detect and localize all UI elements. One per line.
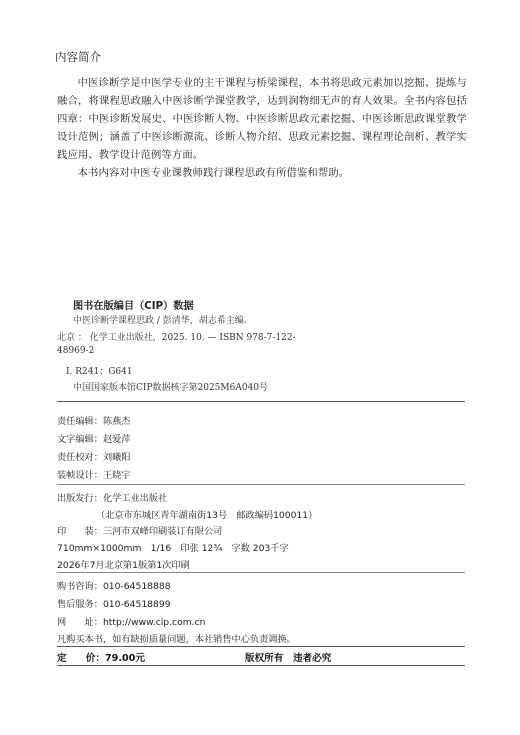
staff-name: 赵爱萍 <box>102 434 131 445</box>
website-link[interactable]: http://www.cip.com.cn <box>102 617 206 628</box>
divider <box>57 646 465 647</box>
replacement-notice: 凡购买本书，如有缺损质量问题，本社销售中心负责调换。 <box>57 634 296 645</box>
cip-title: 图书在版编目（CIP）数据 <box>73 301 194 312</box>
intro-title: 内容简介 <box>55 50 101 64</box>
website-line <box>57 614 205 628</box>
price-value: 79.00元 <box>104 653 145 664</box>
cip-line-title: 中医诊断学课程思政 / 彭清华，胡志希主编. <box>73 316 247 326</box>
copyright-notice: 版权所有 违者必究 <box>245 653 332 664</box>
service-line <box>57 596 171 610</box>
staff-proofreader <box>57 449 131 463</box>
cip-line-classification: Ⅰ. R241；G641 <box>66 367 133 377</box>
cip-line-publisher: 北京 ： 化学工业出版社，2025. 10. — ISBN 978-7-122- <box>57 333 296 343</box>
publisher-label: 出版发行： <box>57 493 103 504</box>
staff-role: 责任编辑： <box>57 416 103 427</box>
price-label: 定 价： <box>57 653 105 664</box>
edition-line: 2026年7月北京第1版第1次印刷 <box>57 560 190 571</box>
purchase-line <box>57 578 171 592</box>
publisher-name: 化学工业出版社 <box>102 493 168 504</box>
staff-role: 责任校对： <box>57 452 103 463</box>
website-label: 网 址： <box>57 617 103 628</box>
staff-role: 文字编辑： <box>57 434 103 445</box>
service-label: 售后服务： <box>57 599 103 610</box>
staff-name: 王晓宇 <box>102 470 131 481</box>
divider <box>57 665 465 666</box>
cip-line-isbn-tail: 48969-2 <box>57 346 95 356</box>
staff-editor <box>57 413 131 427</box>
purchase-phone: 010-64518888 <box>102 581 171 592</box>
printer-line <box>57 523 222 537</box>
staff-role: 装帧设计： <box>57 470 103 481</box>
book-specs: 710mm×1000mm 1/16 印张 12¾ 字数 203千字 <box>57 543 289 554</box>
divider <box>57 484 465 485</box>
staff-designer <box>57 467 131 481</box>
intro-body <box>57 74 467 182</box>
purchase-label: 购书咨询： <box>57 581 103 592</box>
staff-text-editor <box>57 431 131 445</box>
publisher-address: （北京市东城区青年湖南街13号 邮政编码100011） <box>96 510 318 521</box>
intro-paragraph-1: 中医诊断学是中医学专业的主干课程与桥梁课程，本书将思政元素加以挖掘、提炼与融合，将课程思政融入中医诊断学课堂教学，达到润物细无声的育人效果。全书内容包括四章：中医诊断发展史、中医诊断人物、中医诊断思政元素挖掘、中医诊断思政课堂教学设计范例；涵盖了中医诊断源流、诊断人物介绍、思政元素挖掘、课程理论剖析、教学实践应用、教学设计范例等方面。 <box>57 77 467 161</box>
staff-name: 刘曦阳 <box>102 452 131 463</box>
price-line <box>57 650 145 664</box>
cip-line-number: 中国国家版本馆CIP数据核字第2025M6A040号 <box>73 383 269 393</box>
intro-paragraph-2: 本书内容对中医专业课教师践行课程思政有所借鉴和帮助。 <box>77 167 350 179</box>
printer-label: 印 装： <box>57 526 103 537</box>
printer-name: 三河市双峰印刷装订有限公司 <box>102 526 223 537</box>
divider <box>57 401 465 402</box>
staff-name: 陈燕杰 <box>102 416 131 427</box>
divider <box>57 572 465 573</box>
publisher-line <box>57 490 167 504</box>
service-phone: 010-64518899 <box>102 599 171 610</box>
